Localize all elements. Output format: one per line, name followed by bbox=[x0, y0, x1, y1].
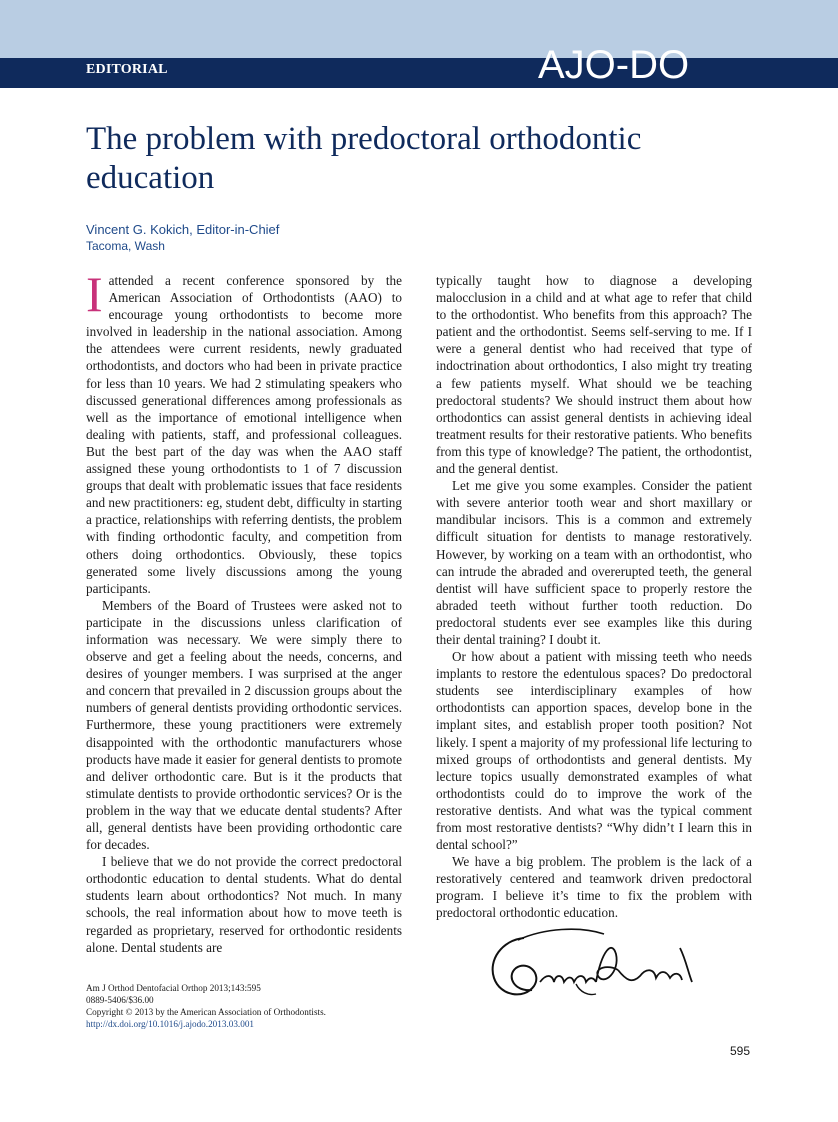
journal-logo: AJO-DO bbox=[538, 43, 690, 87]
doi-link[interactable]: http://dx.doi.org/10.1016/j.ajodo.2013.03.001 bbox=[86, 1019, 255, 1029]
journal-citation: Am J Orthod Dentofacial Orthop 2013;143:595 bbox=[86, 983, 261, 993]
paragraph-6: Or how about a patient with missing teeth who needs implants to restore the edentulous spaces? Do predoctoral students see interdisciplinary examples of how orthodontists can apportion spaces, develop bone in the implant sites, and establish proper tooth position? Not likely. I spent a majority of my professional life lecturing to mixed groups of orthodontists and general dentists. My lecture topics usually demonstrated examples of what orthodontists could do to improve the work of the restorative dentists. And what was the typical comment from most restorative dentists? “Why didn’t I learn this in dental school?” bbox=[436, 649, 752, 853]
paragraph-1-text: attended a recent conference sponsored by the American Association of Orthodontists (AAO) to encourage young orthodontists to become more involved in leadership in the national association. Among the attendees were current residents, newly graduated orthodontists, and doctors who had been in private practice for less than 10 years. We had 2 stimulating speakers who discussed generational differences among professionals as well as the importance of emotional intelligence when dealing with patients, staff, and professional colleagues. But the best part of the day was when the AAO staff assigned these young orthodontists to 1 of 7 discussion groups that dealt with problematic issues that face residents and new practitioners: eg, student debt, difficulty in starting a practice, relationships with referring dentists, the problem with finding orthodontic faculty, and competition from others doing orthodontics. Obviously, these topics generated some lively discussions among the young participants. bbox=[86, 273, 402, 596]
copyright-notice: Copyright © 2013 by the American Association of Orthodontists. bbox=[86, 1007, 326, 1017]
header-band bbox=[0, 0, 838, 58]
article-title: The problem with predoctoral orthodontic education bbox=[86, 121, 642, 196]
paragraph-7: We have a big problem. The problem is the lack of a restoratively centered and teamwork driven predoctoral program. I believe it’s time to fix the problem with predoctoral orthodontic education. bbox=[436, 854, 752, 921]
right-column bbox=[436, 272, 752, 922]
paragraph-5: Let me give you some examples. Consider the patient with severe anterior tooth wear and short maxillary or mandibular incisors. This is a common and extremely difficult situation for dentists to manage restoratively. However, by working on a team with an orthodontist, who can intrude the abraded and overerupted teeth, the general dentist will have sufficient space to properly restore the abraded teeth without further tooth reduction. Do predoctoral students ever see examples like this during their dental training? I doubt it. bbox=[436, 478, 752, 647]
paragraph-3: I believe that we do not provide the correct predoctoral orthodontic education to dental students. What do dental students learn about orthodontics? Not much. In many schools, the real information about how to move teeth is regarded as proprietary, reserved for orthodontic residents alone. Dental students are bbox=[86, 854, 402, 955]
paragraph-1 bbox=[86, 266, 402, 597]
left-column bbox=[86, 266, 402, 956]
paragraph-2: Members of the Board of Trustees were asked not to participate in the discussions unless clarification of information was necessary. We were simply there to observe and get a feeling about the needs, concerns, and desires of younger members. I was surprised at the anger and concern that prevailed in 2 discussion groups about the numbers of general dentists providing orthodontic services. Furthermore, these young practitioners were extremely disappointed with the orthodontic manufacturers whose products have made it easier for general dentists to promote and deliver orthodontic care. But is it the products that stimulate dentists to provide orthodontic services? Or is the problem in the way that we educate dental students? After all, general dentists have been providing orthodontic care for decades. bbox=[86, 597, 402, 853]
section-label: EDITORIAL bbox=[86, 62, 168, 77]
drop-cap: I bbox=[86, 266, 103, 322]
author-affiliation: Tacoma, Wash bbox=[86, 239, 165, 253]
paragraph-4: typically taught how to diagnose a developing malocclusion in a child and at what age to refer that child to the orthodontist. Who benefits from this approach? The patient and the orthodontist. Seems self-serving to me. If I were a general dentist who had received that type of indoctrination about orthodontics, I also might try treating a few patients myself. What should we be teaching predoctoral students? We should instruct them about how orthodontics can assist general dentists in achieving ideal treatment results for their restorative patients. Who benefits from this type of knowledge? The patient, the orthodontist, and the general dentist. bbox=[436, 273, 752, 477]
issn-price: 0889-5406/$36.00 bbox=[86, 995, 154, 1005]
page-number: 595 bbox=[730, 1044, 751, 1058]
author-name: Vincent G. Kokich, Editor-in-Chief bbox=[86, 222, 280, 237]
citation-block bbox=[86, 982, 386, 1030]
editor-signature bbox=[484, 920, 714, 1010]
